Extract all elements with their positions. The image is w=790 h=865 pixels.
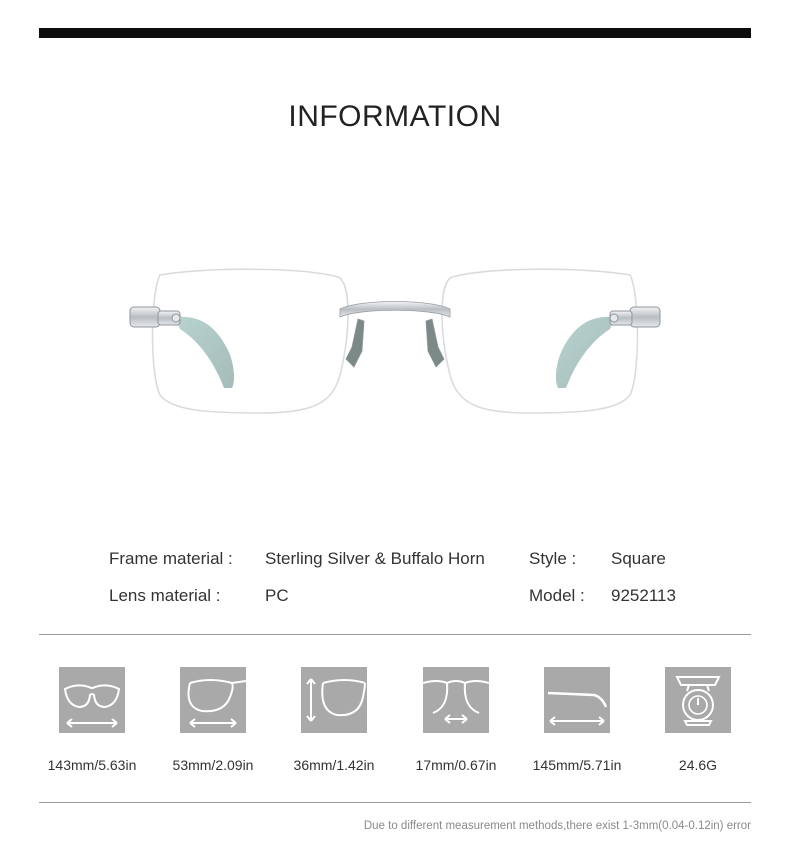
divider-top [39,634,751,635]
glasses-product-image [120,255,670,430]
frame-width-icon [59,667,125,733]
frame-material-label: Frame material : [109,549,233,568]
top-bar [39,28,751,38]
frame-width-value: 143mm/5.63in [47,757,137,773]
style-value: Square [611,549,666,568]
temple-length-icon [544,667,610,733]
temple-length-value: 145mm/5.71in [532,757,622,773]
lens-material-label: Lens material : [109,586,221,605]
lens-width-value: 53mm/2.09in [172,757,254,773]
weight-scale-icon [665,667,731,733]
divider-bottom [39,802,751,803]
style-label: Style : [529,549,577,568]
model-value: 9252113 [611,586,676,605]
bridge-width-value: 17mm/0.67in [415,757,497,773]
lens-width-icon [180,667,246,733]
frame-material-value: Sterling Silver & Buffalo Horn [265,549,485,568]
lens-height-icon [301,667,367,733]
model-label: Model : [529,586,585,605]
measurement-footnote: Due to different measurement methods,there exist 1-3mm(0.04-0.12in) error [363,820,751,832]
bridge-width-icon [423,667,489,733]
lens-height-value: 36mm/1.42in [293,757,375,773]
page-title: INFORMATION [288,100,502,133]
lens-material-value: PC [265,586,289,605]
weight-value: 24.6G [678,757,718,773]
